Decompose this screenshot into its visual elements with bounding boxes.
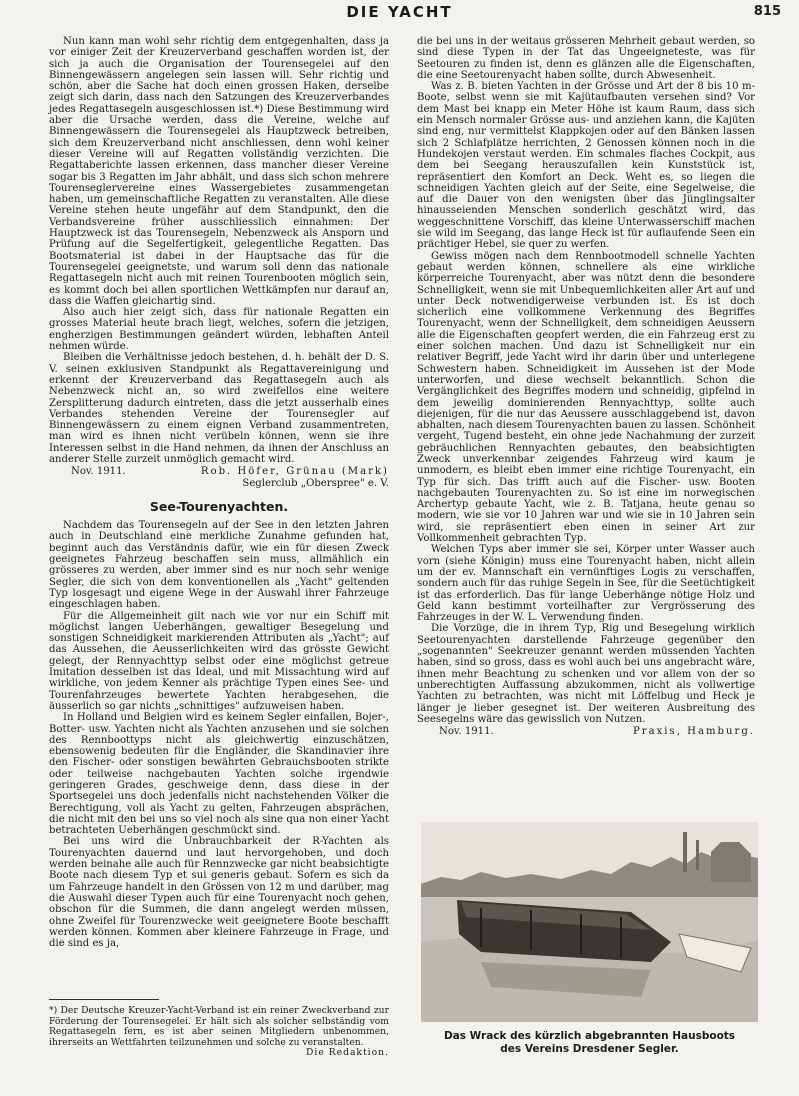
paragraph: Nun kann man wohl sehr richtig dem entgegenhalten, dass ja vor einiger Zeit der Kreuzerverband geschaffen worden ist, der sich ja auch die Organisation der Tourensegelei auf den Binnengewässern angelegen sein lassen will. Sehr richtig und schön, aber die Sache hat doch einen grossen Haken, derselbe zeigt sich darin, dass nach den Satzungen des Kreuzerverbandes jedes Regattasegeln ausgeschlossen ist.*) Diese Bestimmung wird aber die Ursache werden, dass die Vereine, welche auf Binnengewässern die Tourensegelei als Hauptzweck betreiben, sich dem Kreuzerverband nicht anschliessen, denn wohl keiner dieser Vereine will auf Regatten vollständig verzichten. Die Regattaberichte lassen erkennen, dass mancher dieser Vereine sogar bis 3 Regatten im Jahr abhält, und dass sich schon mehrere Tourenseglervereine eines Wassergebietes zusammengetan haben, um gemeinschaftliche Regatten zu veranstalten. Alle diese Vereine stehen heute ungefähr auf dem Standpunkt, den die Verbandsvereine früher ausschliesslich einnahmen: Der Hauptzweck ist das Tourensegeln, Nebenzweck als Ansporn und Prüfung auf die Segelfertigkeit, gelegentliche Regatten. Das Bootsmaterial ist dabei in der Hauptsache das für die Tourensegelei geeignetste, und warum soll denn das nationale Regattasegeln nicht auch mit reinen Tourenbooten möglich sein, es kommt doch bei allen sportlichen Wettkämpfen nur darauf an, dass die Waffen gleichartig sind. [49, 36, 389, 307]
caption-line: des Vereins Dresdener Segler. [500, 1042, 679, 1055]
footnote-text: *) Der Deutsche Kreuzer-Yacht-Verband ist ein reiner Zweckverband zur Förderung der Tourensegelei. Er hält sich als solcher selbständig vom Regattasegeln fern, es ist aber seinen Mitgliedern unbenommen, ihrerseits an Wettfahrten teilzunehmen und solche zu veranstalten. [49, 1005, 389, 1048]
paragraph: Gewiss mögen nach dem Rennbootmodell schnelle Yachten gebaut werden können, schnellere als eine wirkliche körperreiche Tourenyacht, aber was nützt denn die besondere Schnelligkeit, wenn sie mit Unbequemlichkeiten aller Art auf und unter Deck notwendigerweise verbunden ist. Es ist doch sicherlich eine vollkommene Verkennung des Begriffes Tourenyacht, wenn der Schnelligkeit, dem schneidigen Aeussern alle die Eigenschaften geopfert werden, die ein Fahrzeug erst zu einer solchen machen. Und dazu ist Schnelligkeit nur ein relativer Begriff, jede Yacht wird ihr darin über und unterlegene Schwestern haben. Schneidigkeit im Aussehen ist der Mode unterworfen, und diese wechselt bekanntlich. Schon die Vergänglichkeit des Begriffes modern und schneidig, gipfelnd in dem jeweilig dominierenden Rennyachttyp, sollte auch diejenigen, für die nur das Aeussere ausschlaggebend ist, davon abhalten, nach diesem Tourenyachten bauen zu lassen. Schönheit vergeht, Tugend besteht, ein ohne jede Nachahmung der zurzeit gebräuchlichen Rennyachten gebautes, den beabsichtigten Zweck unverkennbar zeigendes Fahrzeug wird kaum je unmodern, es bleibt eben immer eine richtige Tourenyacht, ein Typ für sich. Das trifft auch auf die Fischer- usw. Booten nachgebauten Tourenyachten zu. So ist eine im norwegischen Archertyp gebaute Yacht, wie z. B. Tatjana, heute genau so modern, wie sie vor 10 Jahren war und wie sie in 10 Jahren sein wird, sie repräsentiert eben einen in seiner Art zur Vollkommenheit gebrachten Typ. [417, 250, 755, 545]
signature-block [49, 466, 389, 477]
signature-date: Nov. 1911. [439, 726, 494, 738]
page-number: 815 [753, 4, 781, 19]
footnote [49, 1006, 389, 1059]
paragraph: Bleiben die Verhältnisse jedoch bestehen, d. h. behält der D. S. V. seinen exklusiven Standpunkt als Regattavereinigung und erkennt der Kreuzerverband das Regattasegeln auch als Nebenzweck nicht an, so wird zweifellos eine weitere Zersplitterung dadurch eintreten, dass die jetzt ausserhalb eines Verbandes stehenden Vereine der Tourensegler auf Binnengewässern zu einem eignen Verband zusammentreten, man wird es ihnen nicht verübeln können, wenn sie ihre Interessen selbst in die Hand nehmen, da ihnen der Anschluss an anderer Stelle zurzeit unmöglich gemacht wird. [49, 352, 389, 465]
paragraph: Für die Allgemeinheit gilt nach wie vor nur ein Schiff mit möglichst langen Ueberhängen, gewaltiger Besegelung und sonstigen Schneidigkeit markierenden Attributen als „Yacht"; auf das Aussehen, die Aeusserlichkeiten wird das grösste Gewicht gelegt, der Rennyachttyp selbst oder eine möglichst getreue Imitation desselben ist das Ideal, und mit Missachtung wird auf wirkliche, von jedem Kenner als prächtige Typen eines See- und Tourenfahrzeuges bewertete Yachten herabgesehen, die äusserlich so gar nichts „schnittiges" aufzuweisen haben. [49, 610, 389, 712]
paragraph: Was z. B. bieten Yachten in der Grösse und Art der 8 bis 10 m-Boote, selbst wenn sie mit Kajütaufbauten versehen sind? Vor dem Mast bei knapp ein Meter Höhe ist kaum Raum, dass sich ein Mensch normaler Grösse aus- und anziehen kann, die Kajüten sind eng, nur vermittelst Klappkojen oder auf den Bänken lassen sich 2 Schlafplätze herrichten, 2 Genossen können noch in die Hundekojen verstaut werden. Ein schmales flaches Cockpit, aus dem bei Seegang herauszufallen kein Kunststück ist, repräsentiert den Komfort an Deck. Weht es, so liegen die schneidigen Yachten gleich auf der Seite, eine Segelweise, die auf die Dauer von den wenigsten über das Jünglingsalter hinausseienden Menschen sonderlich geschätzt wird, das weggeschnittene Vorschiff, das kleine Unterwasserschiff machen sie wild im Seegang, das lange Heck ist für auflaufende Seen ein prächtiger Hebel, sie quer zu werfen. [417, 81, 755, 251]
signature-club: Seglerclub „Oberspree" e. V. [242, 477, 389, 489]
signature-author: Praxis, Hamburg. [632, 726, 755, 738]
signature-date: Nov. 1911. [71, 466, 126, 478]
wreck-photo [421, 822, 758, 1022]
figure-caption [421, 1030, 758, 1055]
footnote-divider [49, 999, 159, 1000]
running-header [0, 3, 799, 23]
right-column [417, 36, 755, 737]
paragraph: Nachdem das Tourensegeln auf der See in den letzten Jahren auch in Deutschland eine merkliche Zunahme gefunden hat, beginnt auch das Verständnis dafür, wie ein für diesen Zweck geeignetes Fahrzeug beschaffen sein muss, allmählich ein grösseres zu werden, aber immer sind es nur noch sehr wenige Segler, die sich von dem konventionellen als „Yacht" geltenden Typ losgesagt und eigene Wege in der Auswahl ihrer Fahrzeuge eingeschlagen haben. [49, 520, 389, 611]
caption-line: Das Wrack des kürzlich abgebrannten Hausboots [443, 1030, 736, 1042]
journal-title: DIE YACHT [346, 3, 453, 21]
paragraph: In Holland und Belgien wird es keinem Segler einfallen, Bojer-, Botter- usw. Yachten nicht als Yachten anzusehen und sie solchen des Rennboottyps nicht als gleichwertig einzuschätzen, ebensowenig bedeuten für die Engländer, die Skandinavier ihre den Fischer- oder sonstigen bewährten Gebrauchsbooten strikte oder teilweise nachgebauten Yachten solche irgendwie geringeren Grades, geschweige denn, dass diese in der Sportsegelei uns doch jedenfalls nicht nachstehenden Völker die Berechtigung, voll als Yacht zu gelten, Fahrzeugen absprächen, die nicht mit den bei uns so viel noch als sine qua non einer Yacht betrachteten Ueberhängen geschmückt sind. [49, 712, 389, 837]
left-column [49, 36, 389, 949]
paragraph: Bei uns wird die Unbrauchbarkeit der R-Yachten als Tourenyachten dauernd und laut hervorgehoben, und doch werden beinahe alle auch für Rennzwecke gar nicht beabsichtigte Boote nach diesem Typ et sui generis gebaut. Sofern es sich da um Fahrzeuge handelt in den Grössen von 12 m und darüber, mag die Auswahl dieser Typen auch für eine Tourenyacht noch gehen, obschon für die Summen, die dann angelegt werden müssen, ohne Zweifel für Tourenzwecke weit geeignetere Boote beschafft werden können. Kommen aber kleinere Fahrzeuge in Frage, und die sind es ja, [49, 836, 389, 950]
signature-author: Rob. Höfer, Grünau (Mark) [200, 466, 389, 478]
paragraph: Die Vorzüge, die in ihrem Typ, Rig und Besegelung wirklich Seetourenyachten darstellende Fahrzeuge gegenüber den „sogenannten" Seekreuzer genannt werden müssenden Yachten haben, sind so gross, dass es wohl auch bei uns angebracht wäre, ihnen mehr Beachtung zu schenken und vor allem von der so unberechtigten Auffassung abzukommen, nicht als vollwertige Yachten zu betrachten, was nicht mit Löffelbug und Heck je länger je lieber gesegnet ist. Der weiteren Ausbreitung des Seesegelns wäre das gewisslich von Nutzen. [417, 623, 755, 725]
footnote-signature: Die Redaktion. [306, 1047, 389, 1059]
signature-block [417, 726, 755, 737]
paragraph: Welchen Typs aber immer sie sei, Körper unter Wasser auch vorn (siehe Königin) muss eine Tourenyacht haben, nicht allein um der ev. Mannschaft ein vernünftiges Logis zu verschaffen, sondern auch für das ruhige Segeln in See, für die Seetüchtigkeit ist das erforderlich. Das für lange Ueberhänge nötige Holz und Geld kann bestimmt vorteilhafter zur Vergrösserung des Fahrzeuges in der W. L. Verwendung finden. [417, 544, 755, 624]
paragraph: die bei uns in der weitaus grösseren Mehrheit gebaut werden, so sind diese Typen in der Tat das Ungeeigneteste, was für Seetouren zu finden ist, denn es glänzen alle die Eigenschaften, die eine Seetourenyacht haben sollte, durch Abwesenheit. [417, 36, 755, 81]
article-heading: See-Tourenyachten. [149, 498, 289, 514]
paragraph: Also auch hier zeigt sich, dass für nationale Regatten ein grosses Material heute brach liegt, welches, sofern die jetzigen, engherzigen Bestimmungen geändert würden, lebhaften Anteil nehmen würde. [49, 307, 389, 353]
